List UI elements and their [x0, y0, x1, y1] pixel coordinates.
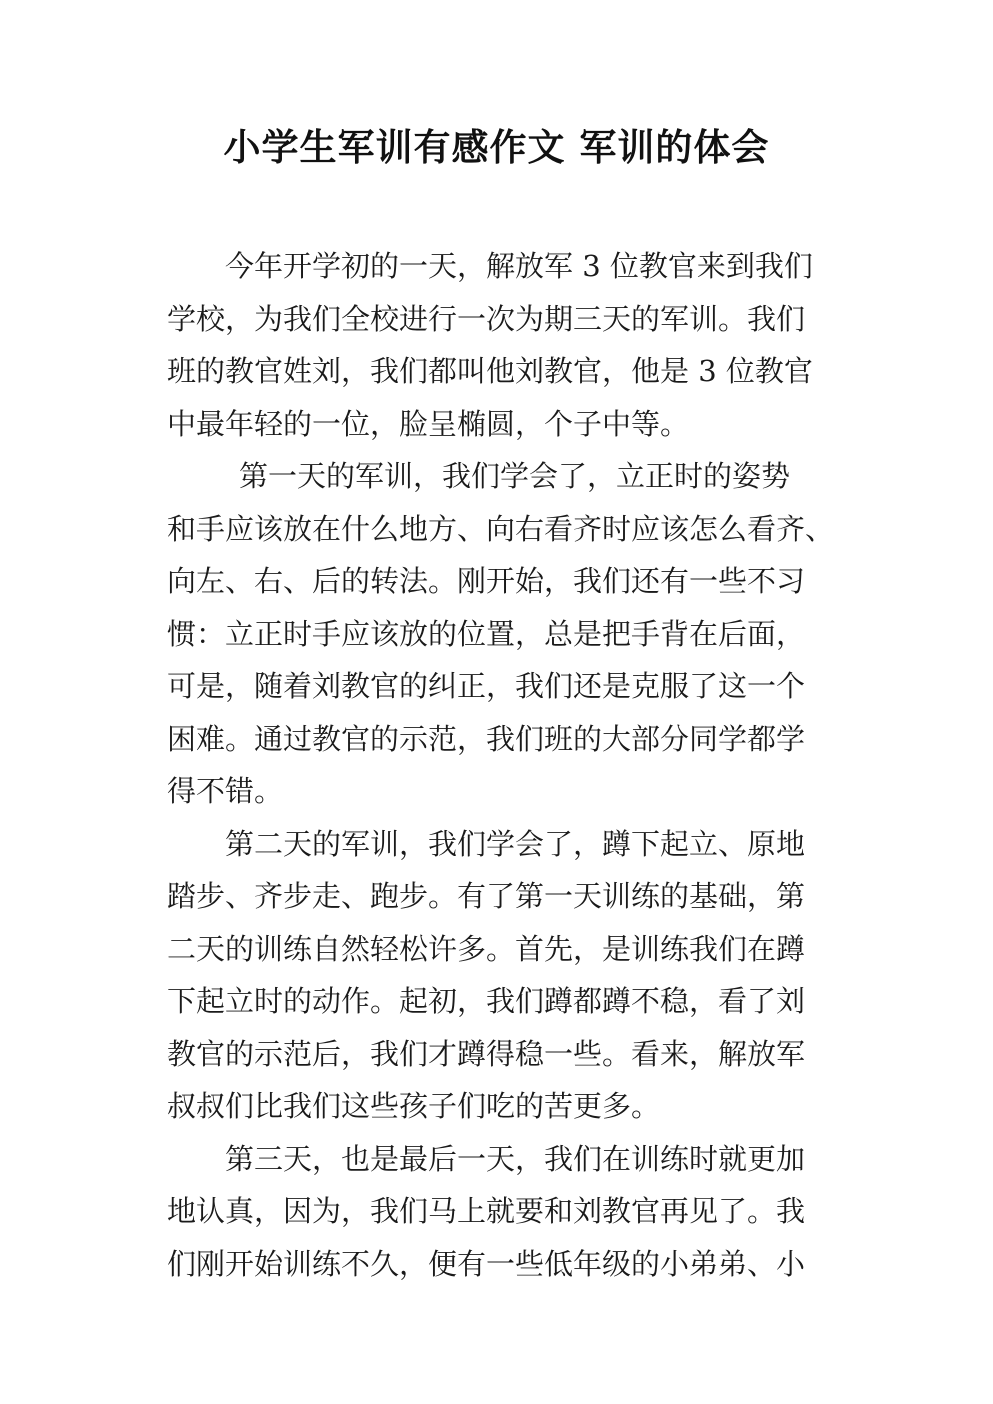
paragraph-2-line-5: 可是，随着刘教官的纠正，我们还是克服了这一个 [167, 669, 806, 703]
paragraph-2-line-2: 和手应该放在什么地方、向右看齐时应该怎么看齐、 [167, 511, 835, 546]
paragraph-3-line-5: 教官的示范后，我们才蹲得稳一些。看来，解放军 [167, 1036, 806, 1071]
paragraph-3-line-4: 下起立时的动作。起初，我们蹲都蹲不稳，看了刘 [167, 984, 806, 1018]
paragraph-1-line-4: 中最年轻的一位，脸呈椭圆，个子中等。 [167, 406, 690, 441]
paragraph-1-line-2: 学校，为我们全校进行一次为期三天的军训。我们 [167, 301, 806, 336]
paragraph-1-line-1: 今年开学初的一天，解放军 3 位教官来到我们 [225, 249, 813, 283]
paragraph-2-line-4: 惯：立正时手应该放的位置，总是把手背在后面， [167, 616, 806, 651]
paragraph-2-line-3: 向左、右、后的转法。刚开始，我们还有一些不习 [167, 564, 806, 598]
paragraph-3-line-2: 踏步、齐步走、跑步。有了第一天训练的基础，第 [167, 879, 806, 913]
paragraph-3-line-1: 第二天的军训，我们学会了，蹲下起立、原地 [225, 826, 806, 861]
document-body [167, 240, 857, 1290]
paragraph-4-line-1: 第三天，也是最后一天，我们在训练时就更加 [225, 1141, 806, 1176]
paragraph-2-line-1: 第一天的军训，我们学会了，立正时的姿势 [239, 459, 791, 493]
paragraph-3-line-6: 叔叔们比我们这些孩子们吃的苦更多。 [167, 1089, 661, 1123]
paragraph-3-line-3: 二天的训练自然轻松许多。首先，是训练我们在蹲 [167, 931, 806, 966]
paragraph-1-line-3: 班的教官姓刘，我们都叫他刘教官，他是 3 位教官 [167, 354, 813, 388]
paragraph-4-line-3: 们刚开始训练不久，便有一些低年级的小弟弟、小 [167, 1246, 806, 1281]
paragraph-4-line-2: 地认真，因为，我们马上就要和刘教官再见了。我 [167, 1194, 806, 1228]
document-title: 小学生军训有感作文 军训的体会 [223, 126, 770, 169]
paragraph-2-line-6: 困难。通过教官的示范，我们班的大部分同学都学 [167, 721, 806, 756]
paragraph-2-line-7: 得不错。 [167, 774, 284, 808]
